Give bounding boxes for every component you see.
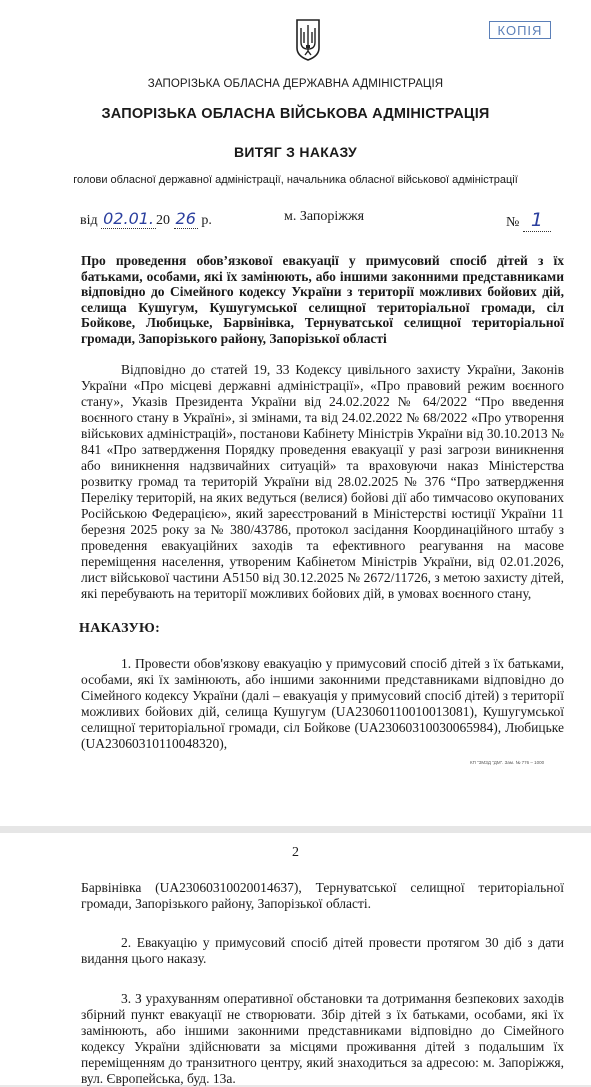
order-item-1: 1. Провести обов'язкову евакуацію у примусовий спосіб дітей з їх батьками, особами, які їх замінюють, або іншими законними представниками відповідно до Сімейного кодексу України (далі – евакуація у примусовий спосіб дітей) з території можливих бойових дій, селища Кушугум (UA23060110010013081), Кушугумської селищної територіальної громади, сіл Бойкове (UA23060310030065984), Любицьке (UA23060310110048320), — [81, 656, 564, 751]
print-footer-code: КП "ЗМЗД "ДМ". Зам. № 776 – 1000 — [470, 760, 545, 765]
handwritten-date: 02.01. — [103, 209, 155, 228]
military-administration-name: ЗАПОРІЗЬКА ОБЛАСНА ВІЙСЬКОВА АДМІНІСТРАЦІЯ — [101, 106, 490, 122]
state-administration-name: ЗАПОРІЗЬКА ОБЛАСНА ДЕРЖАВНА АДМІНІСТРАЦІЯ — [147, 78, 444, 90]
order-word: НАКАЗУЮ: — [79, 621, 161, 636]
page-separator — [0, 826, 591, 833]
document-title: ВИТЯГ З НАКАЗУ — [233, 144, 358, 160]
order-city: м. Запоріжжя — [284, 209, 365, 224]
order-item-1-continued: Барвінівка (UA23060310020014637), Тернуватської селищної територіальної громади, Запорізького району, Запорізької області. — [81, 880, 564, 911]
order-date: від 02.01. 20 26 р. — [80, 209, 212, 228]
page-number: 2 — [292, 845, 299, 860]
preamble-paragraph: Відповідно до статей 19, 33 Кодексу цивільного захисту України, Законів України «Про місцеві державні адміністрації», «Про правовий режим воєнного стану», Указів Президента України від 24.02.2022 № 64/2022 “Про введення воєнного стану в Україні», зі змінами, та від 24.02.2022 № 68/2022 «Про утворення військових адміністрацій», постанови Кабінету Міністрів України від 30.10.2013 № 841 «Про затвердження Порядку проведення евакуації у разі загрози виникнення або виникнення надзвичайних ситуацій» та враховуючи наказ Міністерства розвитку громад та територій України від 28.02.2025 № 376 “Про затвердження Переліку територій, на яких ведуться (велися) бойові дії або тимчасово окупованих Російською Федерацією», який зареєстрований в Міністерстві юстиції України 11 березня 2025 року за № 380/43786, протокол засідання Координаційного штабу з проведення евакуаційних заходів та ефективного реагування на масове переміщення населення, утвореним Кабінетом Міністрів України, від 02.01.2026, лист військової частини А5150 від 30.12.2025 № 2672/11726, з метою захисту дітей, які перебувають на території можливих бойових дій, в умовах воєнного стану, — [81, 362, 564, 601]
document-subtitle: голови обласної державної адміністрації, начальника обласної військової адміністрації — [73, 174, 518, 186]
order-item-2: 2. Евакуацію у примусовий спосіб дітей провести протягом 30 діб з дати видання цього наказу. — [81, 935, 564, 966]
handwritten-year: 26 — [175, 209, 196, 228]
copy-stamp: КОПІЯ — [489, 21, 551, 39]
order-heading: Про проведення обов’язкової евакуації у примусовий спосіб дітей з їх батьками, особами, які їх замінюють, або іншими законними представниками відповідно до Сімейного кодексу України з території можливих бойових дій, селища Кушугум, Кушугумської селищної територіальної громади, сіл Бойкове, Любицьке, Барвінівка, Тернуватської селищної територіальної громади, Запорізького району, Запорізької області — [81, 253, 564, 346]
order-number: № 1 — [506, 209, 551, 231]
order-item-3: 3. З урахуванням оперативної обстановки та дотримання безпекових заходів збірний пункт евакуації не створювати. Збір дітей з їх батьками, особами, які їх замінюють, або іншими законними представниками відповідно до Сімейного кодексу України здійснювати за місцями проживання дітей з подальшим їх переміщенням до транзитного центру, який знаходиться за адресою: м. Запоріжжя, вул. Європейська, буд. 13а. — [81, 991, 564, 1086]
handwritten-number: 1 — [523, 209, 551, 232]
coat-of-arms-icon — [295, 18, 321, 62]
